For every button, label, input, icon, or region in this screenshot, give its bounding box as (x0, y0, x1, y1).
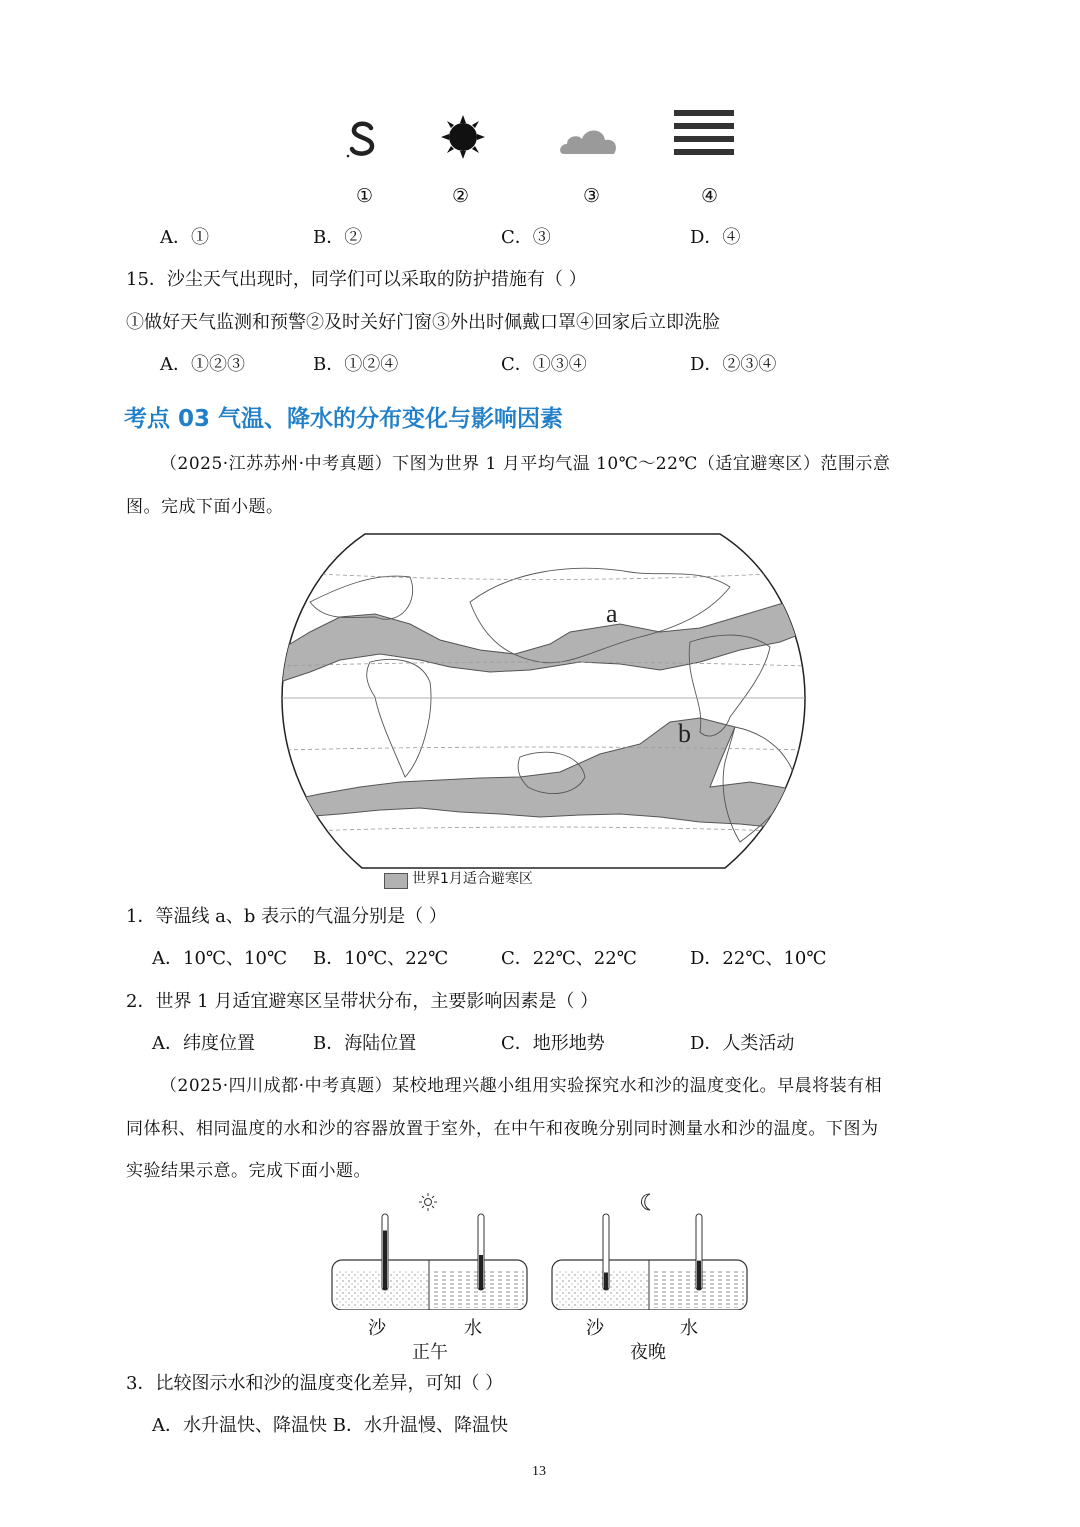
experiment-noon (330, 1190, 530, 1365)
legend-swatch (384, 873, 408, 889)
q15-option-a[interactable]: A．①②③ (160, 354, 245, 375)
section-heading: 考点 03 气温、降水的分布变化与影响因素 (124, 406, 564, 432)
q2-option-c[interactable]: C．地形地势 (501, 1033, 605, 1054)
sun-icon (440, 114, 486, 160)
noon-caption: 正午 (412, 1342, 448, 1363)
noon-sand-label: 沙 (368, 1318, 386, 1339)
night-sand-label: 沙 (586, 1318, 604, 1339)
q15-option-b[interactable]: B．①②④ (313, 354, 399, 375)
q15-statements: ①做好天气监测和预警②及时关好门窗③外出时佩戴口罩④回家后立即洗脸 (126, 312, 720, 333)
passage2-line3: 实验结果示意。完成下面小题。 (126, 1161, 371, 1181)
q1-option-d[interactable]: D．22℃、10℃ (690, 948, 827, 969)
symbol-label-4: ④ (701, 185, 719, 207)
q2-option-a[interactable]: A．纬度位置 (152, 1033, 255, 1054)
night-caption: 夜晚 (630, 1342, 666, 1363)
option-b[interactable]: B．② (313, 227, 363, 248)
q2-option-b[interactable]: B．海陆位置 (313, 1033, 417, 1054)
q1-option-c[interactable]: C．22℃、22℃ (501, 948, 637, 969)
isotherm-label-b: b (678, 719, 691, 748)
night-sand-thermometer-fill (604, 1273, 608, 1291)
passage1-line2: 图。完成下面小题。 (126, 497, 284, 517)
noon-sand-thermometer-fill (383, 1231, 387, 1291)
q15-question: 15．沙尘天气出现时，同学们可以采取的防护措施有（ ） (126, 269, 587, 290)
passage2-line1: （2025·四川成都·中考真题）某校地理兴趣小组用实验探究水和沙的温度变化。早晨将装有相 (160, 1076, 883, 1096)
page-number: 13 (532, 1464, 546, 1479)
q2-option-d[interactable]: D．人类活动 (690, 1033, 795, 1054)
noon-water-label: 水 (464, 1318, 482, 1339)
fog-bars-icon (674, 110, 734, 156)
world-map (280, 532, 806, 870)
passage2-line2: 同体积、相同温度的水和沙的容器放置于室外，在中午和夜晚分别同时测量水和沙的温度。下图为 (126, 1119, 879, 1139)
q3-options-line[interactable]: A．水升温快、降温快 B．水升温慢、降温快 (152, 1415, 508, 1436)
symbol-label-3: ③ (583, 185, 601, 207)
q3-question: 3．比较图示水和沙的温度变化差异，可知（ ） (126, 1373, 504, 1394)
option-c[interactable]: C．③ (501, 227, 551, 248)
q2-question: 2．世界 1 月适宜避寒区呈带状分布，主要影响因素是（ ） (126, 991, 599, 1012)
sandstorm-s-icon (343, 112, 383, 162)
moon-icon (641, 1194, 650, 1210)
cloud-icon (558, 120, 620, 160)
symbol-label-2: ② (452, 185, 470, 207)
experiment-night (550, 1190, 750, 1365)
option-a[interactable]: A．① (160, 227, 209, 248)
night-water-thermometer-fill (697, 1261, 701, 1290)
option-d[interactable]: D．④ (690, 227, 741, 248)
symbol-label-1: ① (356, 185, 374, 207)
night-water-label: 水 (680, 1318, 698, 1339)
q1-option-a[interactable]: A．10℃、10℃ (152, 948, 288, 969)
legend-label: 世界1月适合避寒区 (412, 871, 533, 887)
passage1-line1: （2025·江苏苏州·中考真题）下图为世界 1 月平均气温 10℃～22℃（适宜避寒区）范围示意 (160, 454, 891, 474)
sun-small-icon (419, 1193, 437, 1211)
q1-option-b[interactable]: B．10℃、22℃ (313, 948, 449, 969)
q15-option-d[interactable]: D．②③④ (690, 354, 777, 375)
q1-question: 1．等温线 a、b 表示的气温分别是（ ） (126, 906, 447, 927)
noon-water-thermometer-fill (479, 1255, 483, 1290)
isotherm-label-a: a (606, 599, 618, 628)
q15-option-c[interactable]: C．①③④ (501, 354, 587, 375)
